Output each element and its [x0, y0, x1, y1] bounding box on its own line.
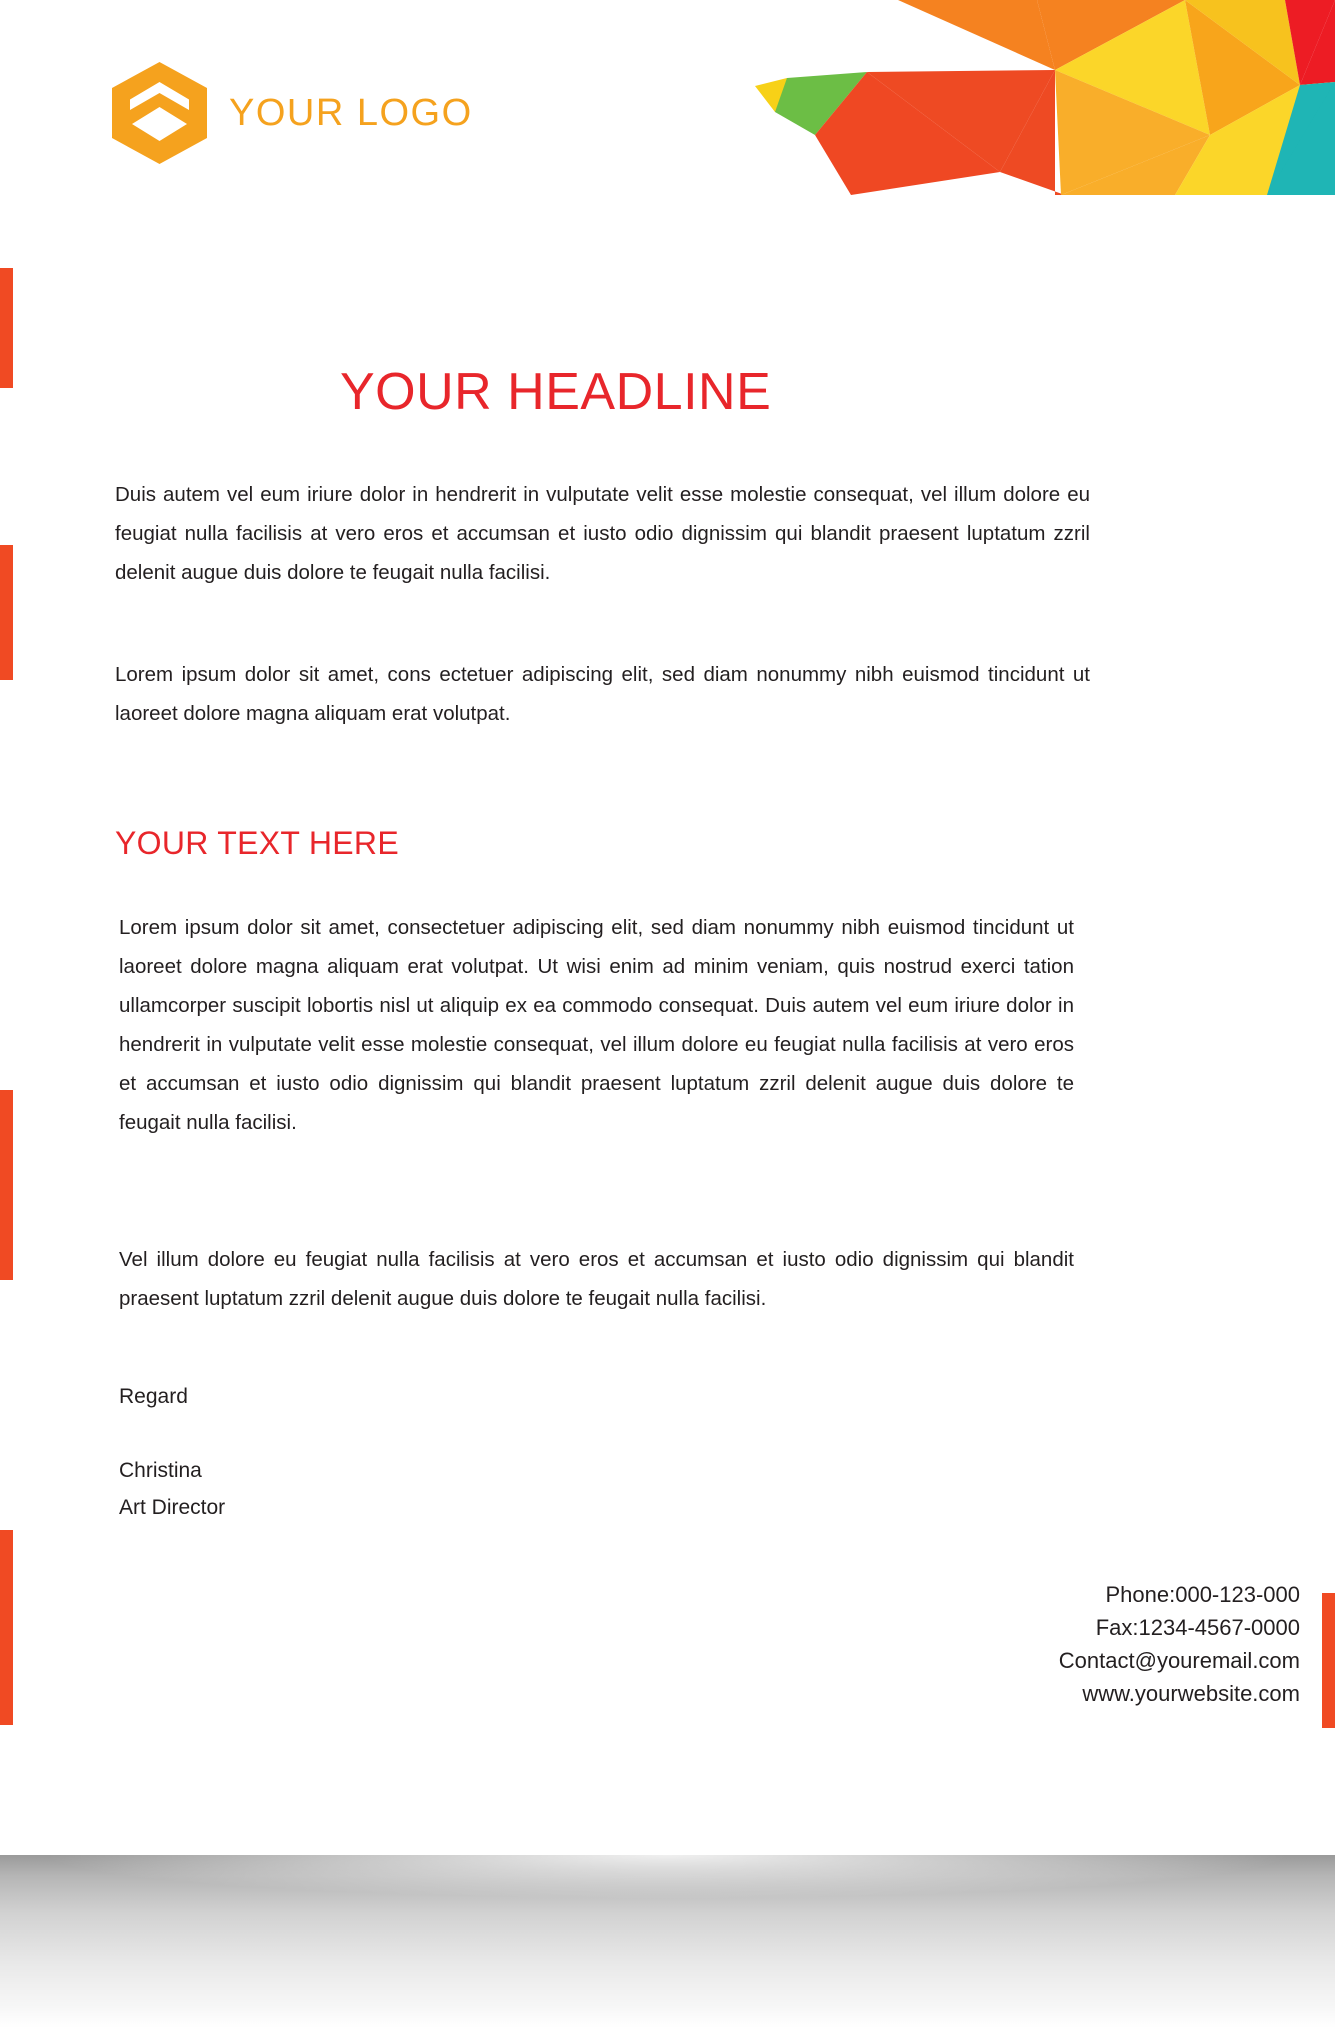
left-accent-bar-1	[0, 268, 13, 388]
signoff-block	[119, 1452, 225, 1526]
polygonal-abstract-graphic	[755, 0, 1335, 195]
main-paragraph-1: Lorem ipsum dolor sit amet, consectetuer adipiscing elit, sed diam nonummy nibh euismod tincidunt ut laoreet dolore magna aliquam erat volutpat. Ut wisi enim ad minim veniam, quis nostrud exerci tation ullamcorper suscipit lobortis nisl ut aliquip ex ea commodo consequat. Duis autem vel eum iriure dolor in hendrerit in vulputate velit esse molestie consequat, vel illum dolore eu feugiat nulla facilisis at vero eros et accumsan et iusto odio dignissim qui blandit praesent luptatum zzril delenit augue duis dolore te feugait nulla facilisi.	[119, 916, 1074, 1134]
hexagon-chevron-diamond-logo-icon	[112, 62, 207, 164]
page-shadow-strip	[0, 1855, 1335, 2028]
signoff-name: Christina	[119, 1459, 202, 1482]
contact-website[interactable]: www.yourwebsite.com	[1082, 1681, 1300, 1706]
contact-phone: Phone:000-123-000	[1105, 1582, 1300, 1607]
contact-block	[1059, 1578, 1300, 1710]
logo-text: YOUR LOGO	[229, 91, 473, 134]
left-accent-bar-2	[0, 545, 13, 680]
contact-fax: Fax:1234-4567-0000	[1095, 1615, 1300, 1640]
main-paragraph-2: Vel illum dolore eu feugiat nulla facilisis at vero eros et accumsan et iusto odio dignissim qui blandit praesent luptatum zzril delenit augue duis dolore te feugait nulla facilisi.	[119, 1248, 1074, 1310]
contact-email[interactable]: Contact@youremail.com	[1058, 1648, 1300, 1673]
left-accent-bar-3	[0, 1090, 13, 1280]
intro-paragraph-2: Lorem ipsum dolor sit amet, cons ectetuer adipiscing elit, sed diam nonummy nibh euismod tincidunt ut laoreet dolore magna aliquam erat volutpat.	[115, 663, 1090, 725]
signoff-greeting: Regard	[119, 1385, 188, 1408]
right-accent-bar	[1322, 1593, 1335, 1728]
signoff-title: Art Director	[119, 1496, 226, 1519]
section-heading: YOUR TEXT HERE	[115, 825, 399, 861]
logo-block	[112, 62, 473, 164]
left-accent-bar-4	[0, 1530, 13, 1725]
page-title: YOUR HEADLINE	[340, 363, 772, 421]
intro-paragraph-1: Duis autem vel eum iriure dolor in hendrerit in vulputate velit esse molestie consequat, vel illum dolore eu feugiat nulla facilisis at vero eros et accumsan et iusto odio dignissim qui blandit praesent luptatum zzril delenit augue duis dolore te feugait nulla facilisi.	[115, 483, 1090, 584]
